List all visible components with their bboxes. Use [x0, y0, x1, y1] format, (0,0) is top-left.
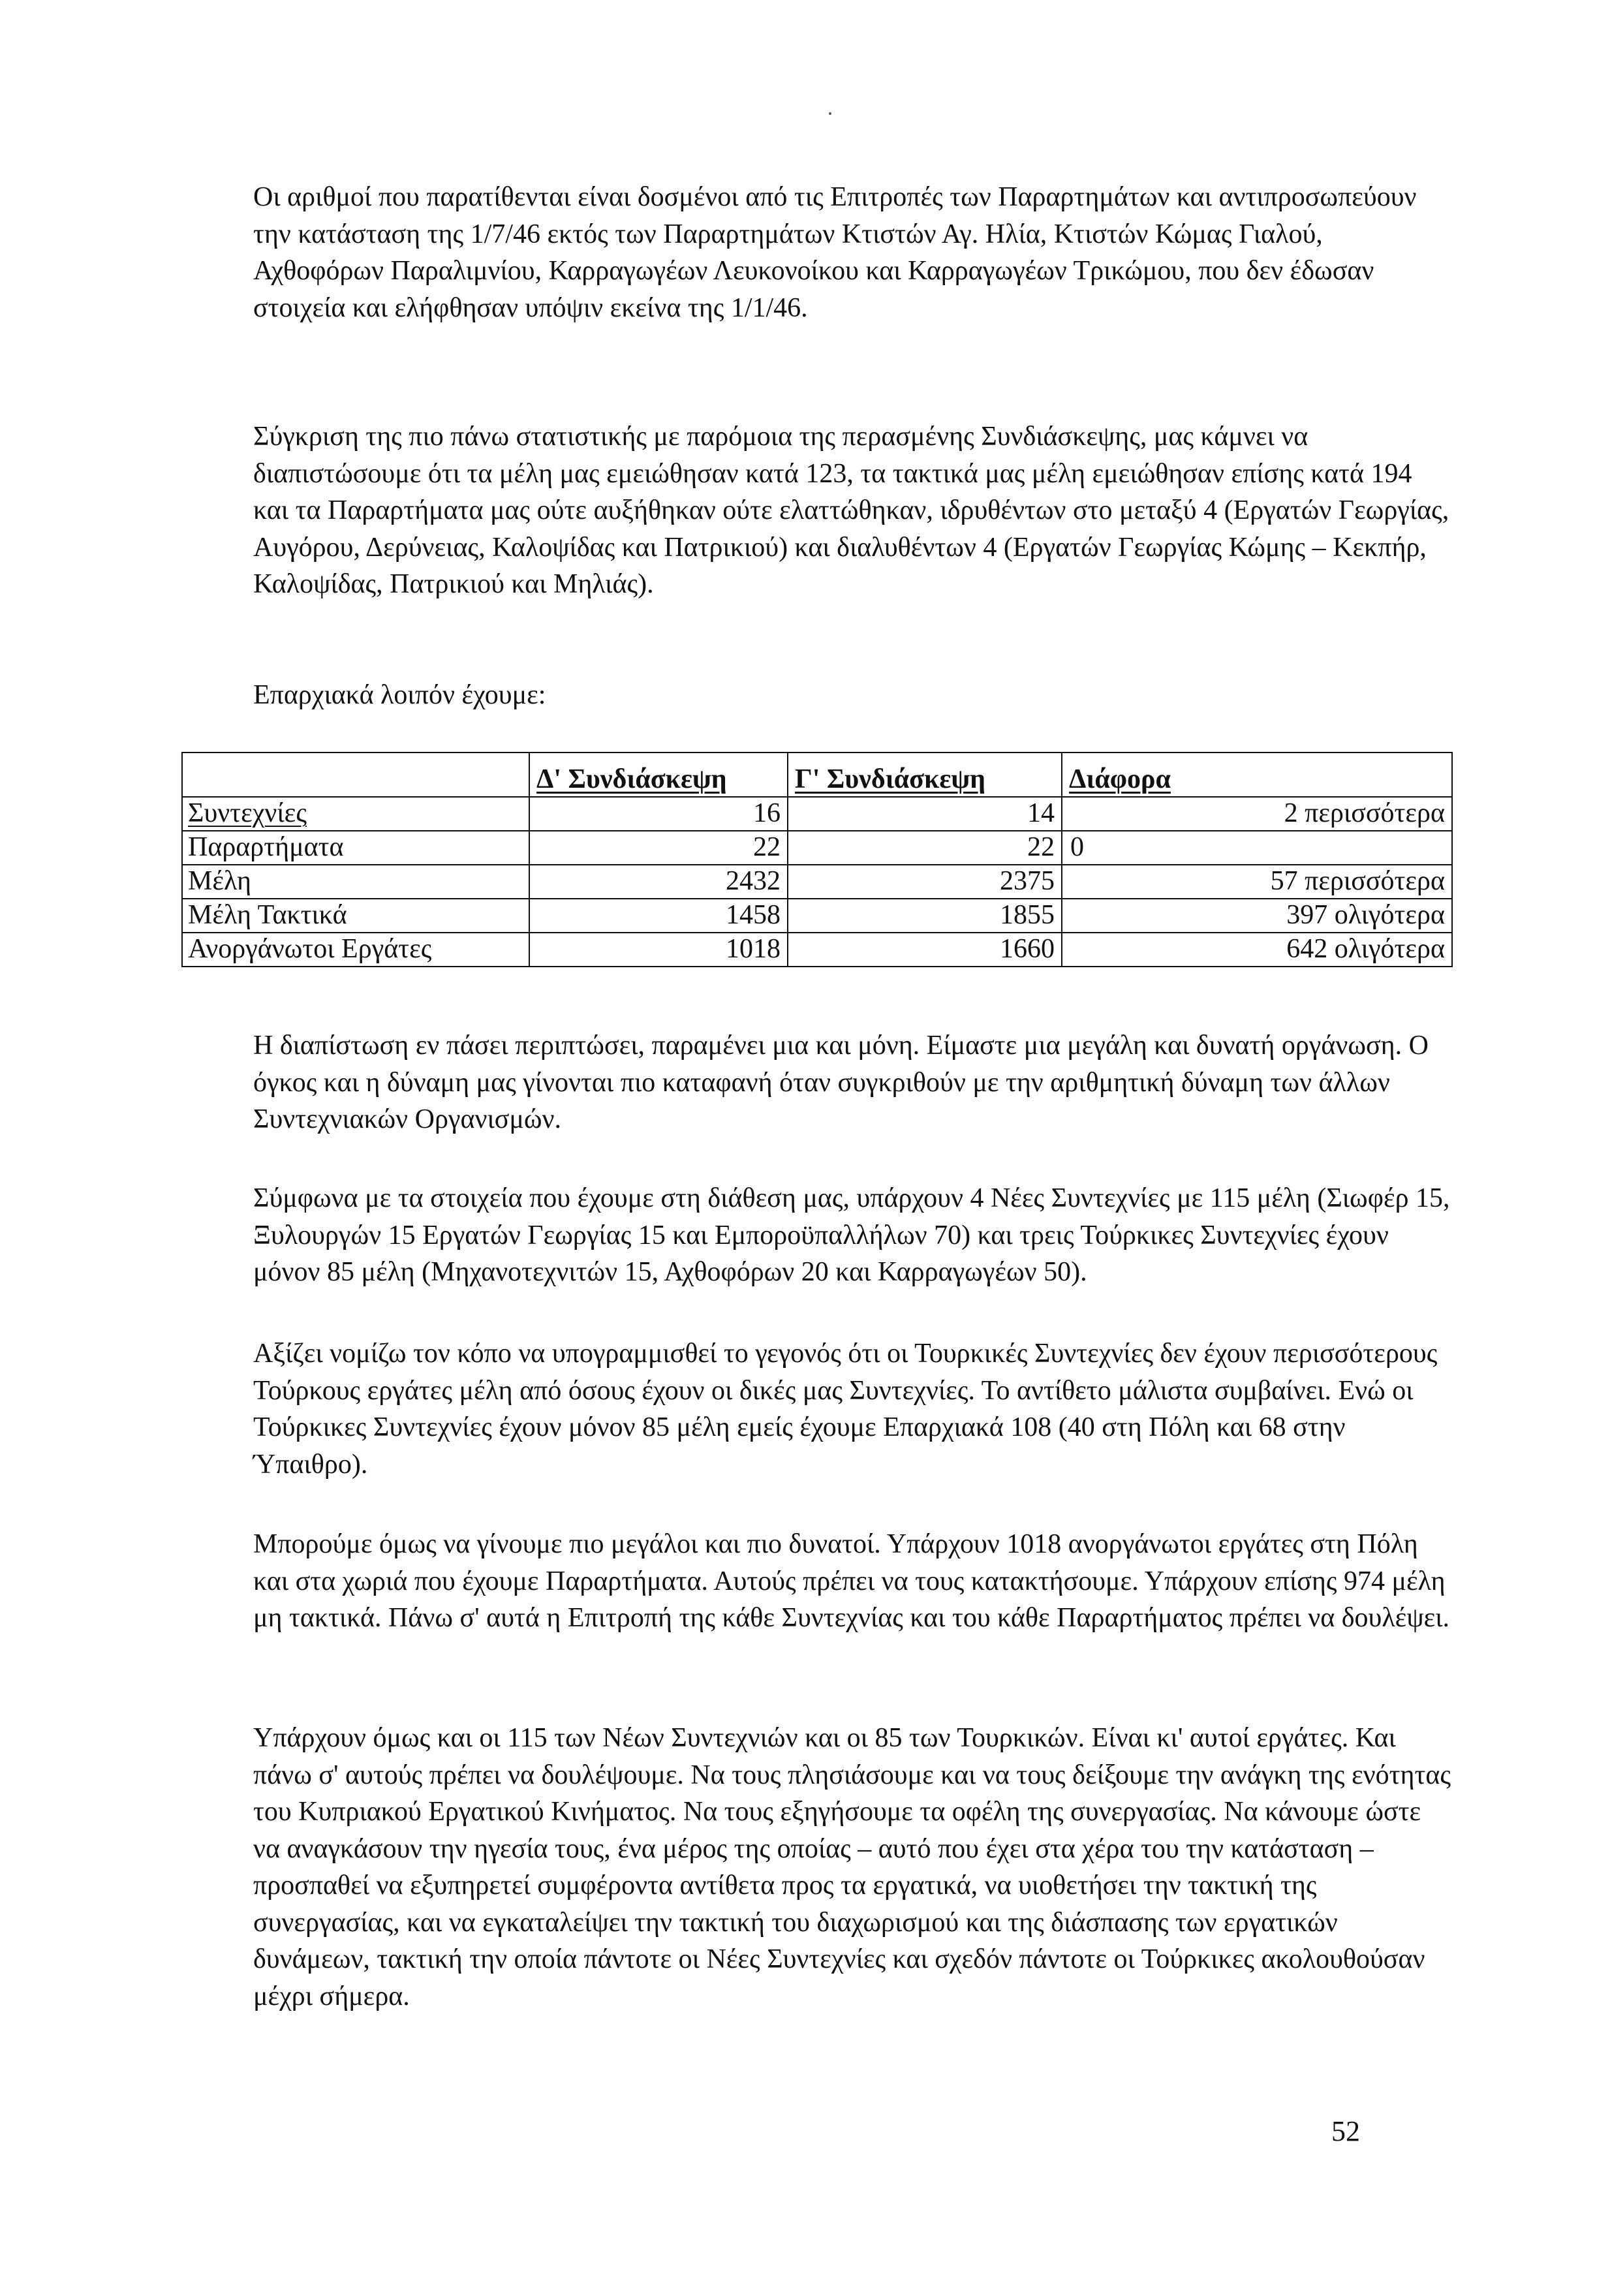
scan-speck	[829, 112, 831, 115]
row-label: Ανοργάνωτοι Εργάτες	[182, 933, 529, 967]
table-header-row	[182, 752, 1452, 797]
paragraph-table-intro: Επαρχιακά λοιπόν έχουμε:	[253, 680, 546, 710]
table-header-d-conference: Δ' Συνδιάσκεψη	[529, 752, 788, 797]
g-value: 1855	[788, 899, 1062, 933]
paragraph-growth: Μπορούμε όμως να γίνουμε πιο μεγάλοι και πιο δυνατοί. Υπάρχουν 1018 ανοργάνωτοι εργάτες στη Πόλη και στα χωριά που έχουμε Παραρτήματα. Αυτούς πρέπει να τους κατακτήσουμε. Υπάρχουν επίσης 974 μέλη μη τακτικά. Πάνω σ' αυτά η Επιτροπή της κάθε Συντεχνίας και του κάθε Παραρτήματος πρέπει να δουλέψει.	[253, 1529, 1450, 1633]
difference-value: 0	[1062, 831, 1452, 865]
table-row	[182, 865, 1452, 899]
difference-value: 57 περισσότερα	[1062, 865, 1452, 899]
paragraph-conclusion: Η διαπίστωση εν πάσει περιπτώσει, παραμένει μια και μόνη. Είμαστε μια μεγάλη και δυνατή οργάνωση. Ο όγκος και η δύναμη μας γίνονται πιο καταφανή όταν συγκριθούν με την αριθμητική δύναμη των άλλων Συντεχνιακών Οργανισμών.	[253, 1031, 1429, 1134]
difference-value: 2 περισσότερα	[1062, 797, 1452, 831]
g-value: 22	[788, 831, 1062, 865]
g-value: 1660	[788, 933, 1062, 967]
d-value: 22	[529, 831, 788, 865]
difference-value: 642 ολιγότερα	[1062, 933, 1452, 967]
statistics-table	[181, 752, 1453, 967]
table-header-g-conference: Γ' Συνδιάσκεψη	[788, 752, 1062, 797]
table-header-difference: Διάφορα	[1062, 752, 1452, 797]
d-value: 1018	[529, 933, 788, 967]
page-number: 52	[1331, 2115, 1360, 2147]
table-row	[182, 899, 1452, 933]
table-row	[182, 797, 1452, 831]
d-value: 1458	[529, 899, 788, 933]
table-row	[182, 831, 1452, 865]
d-value: 2432	[529, 865, 788, 899]
paragraph-cooperation: Υπάρχουν όμως και οι 115 των Νέων Συντεχνιών και οι 85 των Τουρκικών. Είναι κι' αυτοί εργάτες. Και πάνω σ' αυτούς πρέπει να δουλέψουμε. Να τους πλησιάσουμε και να τους δείξουμε την ανάγκη της ενότητας του Κυπριακού Εργατικού Κινήματος. Να τους εξηγήσουμε τα οφέλη της συνεργασίας. Να κάνουμε ώστε να αναγκάσουν την ηγεσία τους, ένα μέρος της οποίας – αυτό που έχει στα χέρα του την κατάσταση – προσπαθεί να εξυπηρετεί συμφέροντα αντίθετα προς τα εργατικά, να υιοθετήσει την τακτική της συνεργασίας, και να εγκαταλείψει την τακτική του διαχωρισμού και της διάσπασης των εργατικών δυνάμεων, τακτική την οποία πάντοτε οι Νέες Συντεχνίες και σχεδόν πάντοτε οι Τούρκικες ακολουθούσαν μέχρι σήμερα.	[253, 1723, 1451, 2011]
g-value: 2375	[788, 865, 1062, 899]
difference-value: 397 ολιγότερα	[1062, 899, 1452, 933]
table-header-empty	[182, 752, 529, 797]
row-label: Συντεχνίες	[182, 797, 529, 831]
d-value: 16	[529, 797, 788, 831]
paragraph-new-unions: Σύμφωνα με τα στοιχεία που έχουμε στη διάθεση μας, υπάρχουν 4 Νέες Συντεχνίες με 115 μέλη (Σιωφέρ 15, Ξυλουργών 15 Εργατών Γεωργίας 15 και Εμποροϋπαλλήλων 70) και τρεις Τούρκικες Συντεχνίες έχουν μόνον 85 μέλη (Μηχανοτεχνιτών 15, Αχθοφόρων 20 και Καρραγωγέων 50).	[253, 1183, 1450, 1287]
row-label: Μέλη Τακτικά	[182, 899, 529, 933]
row-label: Μέλη	[182, 865, 529, 899]
g-value: 14	[788, 797, 1062, 831]
paragraph-turkish-unions: Αξίζει νομίζω τον κόπο να υπογραμμισθεί το γεγονός ότι οι Τουρκικές Συντεχνίες δεν έχουν περισσότερους Τούρκους εργάτες μέλη από όσους έχουν οι δικές μας Συντεχνίες. Το αντίθετο μάλιστα συμβαίνει. Ενώ οι Τούρκικες Συντεχνίες έχουν μόνον 85 μέλη εμείς έχουμε Επαρχιακά 108 (40 στη Πόλη και 68 στην Ύπαιθρο).	[253, 1339, 1438, 1480]
paragraph-comparison: Σύγκριση της πιο πάνω στατιστικής με παρόμοια της περασμένης Συνδιάσκεψης, μας κάμνει να διαπιστώσουμε ότι τα μέλη μας εμειώθησαν κατά 123, τα τακτικά μας μέλη εμειώθησαν επίσης κατά 194 και τα Παραρτήματα μας ούτε αυξήθηκαν ούτε ελαττώθηκαν, ιδρυθέντων στο μεταξύ 4 (Εργατών Γεωργίας, Αυγόρου, Δερύνειας, Καλοψίδας και Πατρικιού) και διαλυθέντων 4 (Εργατών Γεωργίας Κώμης – Κεκπήρ, Καλοψίδας, Πατρικιού και Μηλιάς).	[253, 422, 1449, 599]
row-label: Παραρτήματα	[182, 831, 529, 865]
paragraph-data-source: Οι αριθμοί που παρατίθενται είναι δοσμένοι από τις Επιτροπές των Παραρτημάτων και αντιπροσωπεύουν την κατάσταση της 1/7/46 εκτός των Παραρτημάτων Κτιστών Αγ. Ηλία, Κτιστών Κώμας Γιαλού, Αχθοφόρων Παραλιμνίου, Καρραγωγέων Λευκονοίκου και Καρραγωγέων Τρικώμου, που δεν έδωσαν στοιχεία και ελήφθησαν υπόψιν εκείνα της 1/1/46.	[253, 182, 1417, 323]
table-row	[182, 933, 1452, 967]
